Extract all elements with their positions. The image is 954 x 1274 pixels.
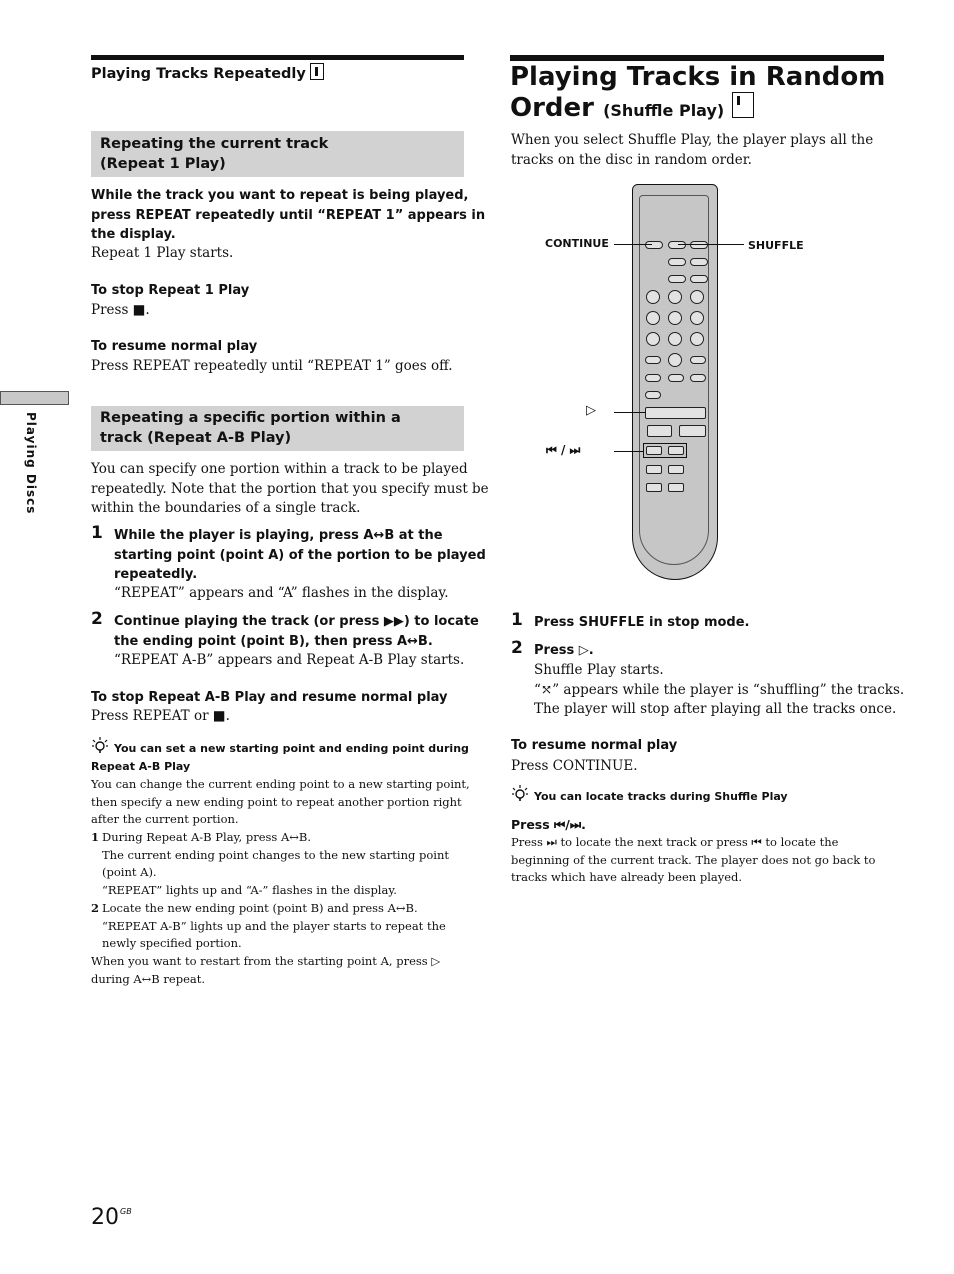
shuffle-step-number-1: 1: [511, 610, 523, 630]
number-key[interactable]: [668, 353, 682, 367]
intro-shuffle: When you select Shuffle Play, the player plays all the tracks on the disc in random order.: [511, 132, 874, 168]
top-rule-left: [91, 55, 464, 60]
play-leader: [614, 412, 646, 413]
subsection-title-2: Repeating a specific portion within a track (Repeat A-B Play): [100, 410, 401, 446]
number-key[interactable]: [668, 290, 682, 304]
number-key[interactable]: [690, 311, 704, 325]
remote-button[interactable]: [690, 275, 708, 283]
remote-button[interactable]: [668, 374, 684, 382]
program-button[interactable]: [690, 241, 708, 249]
remote-icon-title: [732, 92, 754, 118]
page-suffix: GB: [120, 1207, 132, 1216]
sidebar-tab: [0, 391, 69, 405]
remote-button[interactable]: [690, 356, 706, 364]
resume-text: Press CONTINUE.: [511, 758, 638, 774]
shuffle-step-2-result: Shuffle Play starts. “⤲” appears while the player is “shuffling” the tracks. The player will stop after playing all the tracks once.: [534, 662, 905, 717]
remote-button[interactable]: [690, 374, 706, 382]
number-key[interactable]: [646, 332, 660, 346]
tip-sub-2: Locate the new ending point (point B) and press A↔B. “REPEAT A-B” lights up and the player starts to repeat the newly specified portion.: [102, 901, 446, 951]
skip-label: ⏮ / ⏭: [546, 443, 581, 457]
stop-ab-text: Press REPEAT or ■.: [91, 708, 230, 724]
remote-button[interactable]: [668, 258, 686, 266]
continue-label: CONTINUE: [545, 237, 609, 250]
step-1-instruction: While the player is playing, press A↔B at the starting point (point A) of the portion to be played repeatedly.: [114, 528, 486, 582]
tip-sub-1: During Repeat A-B Play, press A↔B. The current ending point changes to the new starting point (point A). “REPEAT” lights up and “A-” flashes in the display.: [102, 830, 450, 897]
play-button[interactable]: [645, 407, 706, 419]
page-number: $20^{GB}$: [91, 1205, 132, 1230]
fast-forward-button[interactable]: [668, 465, 684, 474]
remote-button[interactable]: [645, 374, 661, 382]
tip-body-right: Press ⏭ to locate the next track or press ⏮ to locate the beginning of the current track. The player does not go back to tracks which have already been played.: [511, 835, 876, 885]
number-key[interactable]: [690, 332, 704, 346]
tip-title-right: You can locate tracks during Shuffle Play: [534, 790, 788, 803]
tip-title-1: You can set a new starting point and ending point during: [114, 742, 469, 755]
continue-button[interactable]: [645, 241, 663, 249]
number-key[interactable]: [646, 311, 660, 325]
remote-button[interactable]: [668, 275, 686, 283]
shuffle-label: SHUFFLE: [748, 239, 804, 252]
remote-button[interactable]: [645, 356, 661, 364]
number-key[interactable]: [646, 290, 660, 304]
step-2-result: “REPEAT A-B” appears and Repeat A-B Play starts.: [114, 652, 465, 668]
subsection-title-1: Repeating the current track (Repeat 1 Play): [100, 136, 329, 172]
tip-title-2: Repeat A-B Play: [91, 760, 191, 773]
remote-button[interactable]: [690, 258, 708, 266]
stop-repeat1-heading: To stop Repeat 1 Play: [91, 283, 250, 298]
step-2-instruction: Continue playing the track (or press ▶▶) to locate the ending point (point B), then press A↔B.: [114, 614, 479, 649]
resume-heading: To resume normal play: [511, 738, 678, 753]
remote-icon: [310, 63, 324, 80]
sidebar-label: Playing Discs: [24, 412, 38, 515]
step-number-2: 2: [91, 609, 103, 629]
prev-track-button[interactable]: [646, 446, 662, 455]
pause-button[interactable]: [647, 425, 672, 437]
resume1-text: Press REPEAT repeatedly until “REPEAT 1” goes off.: [91, 358, 453, 374]
tip-sub-number-2: 2: [91, 901, 100, 915]
tip-end: When you want to restart from the starting point A, press ▷ during A↔B repeat.: [91, 954, 441, 986]
remote-button[interactable]: [668, 483, 684, 492]
tip-icon: [91, 736, 109, 758]
skip-leader: [614, 451, 644, 452]
shuffle-step-number-2: 2: [511, 638, 523, 658]
result-1: Repeat 1 Play starts.: [91, 245, 234, 261]
shuffle-step-1: Press SHUFFLE in stop mode.: [534, 615, 750, 630]
resume1-heading: To resume normal play: [91, 339, 258, 354]
section-heading: Playing Tracks Repeatedly: [91, 63, 324, 82]
shuffle-step-2: Press ▷.: [534, 643, 594, 658]
number-key[interactable]: [668, 311, 682, 325]
shuffle-button[interactable]: [668, 241, 686, 249]
tip-sub-number-1: 1: [91, 830, 100, 844]
page-title: Playing Tracks in Random Order (Shuffle Play): [510, 62, 886, 123]
step-number-1: 1: [91, 523, 103, 543]
stop-ab-heading: To stop Repeat A-B Play and resume normal play: [91, 690, 448, 705]
rewind-button[interactable]: [646, 465, 662, 474]
intro-ab: You can specify one portion within a track to be played repeatedly. Note that the portion that you specify must be within the boundaries of a single track.: [91, 461, 489, 516]
top-rule-right: [510, 55, 884, 61]
number-key[interactable]: [668, 332, 682, 346]
next-track-button[interactable]: [668, 446, 684, 455]
step-1-result: “REPEAT” appears and “A” flashes in the display.: [114, 585, 449, 601]
play-label: ▷: [586, 403, 596, 418]
remote-button[interactable]: [645, 391, 661, 399]
stop-button[interactable]: [679, 425, 706, 437]
tip-icon-right: [511, 784, 529, 806]
shuffle-leader: [678, 244, 744, 245]
stop-repeat1-text: Press ■.: [91, 302, 150, 318]
continue-leader: [614, 244, 652, 245]
remote-button[interactable]: [646, 483, 662, 492]
tip-body: You can change the current ending point to a new starting point, then specify a new ending point to repeat another portion right after the current portion.: [91, 777, 470, 827]
instruction-1: While the track you want to repeat is being played, press REPEAT repeatedly until “REPEAT 1” appears in the display.: [91, 188, 486, 242]
tip-press-line: Press ⏮/⏭.: [511, 817, 586, 832]
number-key[interactable]: [690, 290, 704, 304]
title-sub: (Shuffle Play): [603, 101, 725, 120]
